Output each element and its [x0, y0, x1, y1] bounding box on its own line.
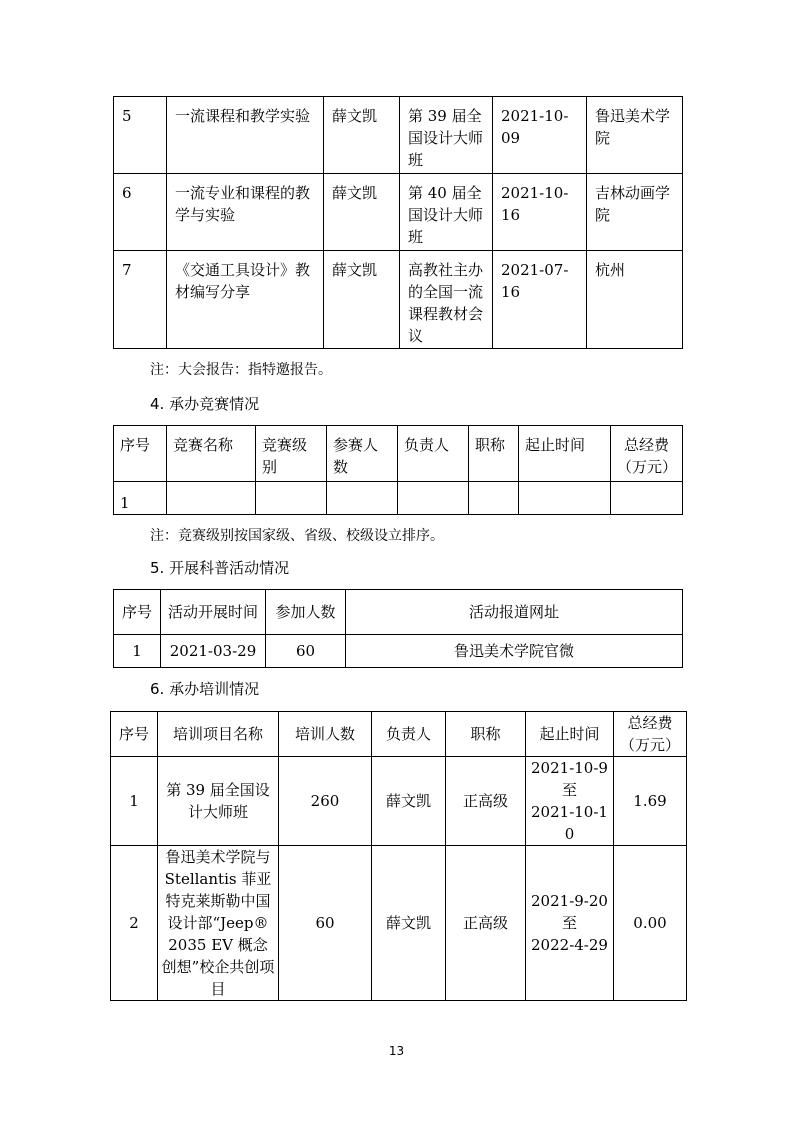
- cell-url: 鲁迅美术学院官微: [346, 635, 683, 668]
- report-note: 注：大会报告：指特邀报告。: [150, 362, 332, 378]
- section6-heading: 6. 承办培训情况: [150, 680, 260, 698]
- cell-date: 2021-10-09: [493, 97, 587, 174]
- cell-title: 《交通工具设计》教材编写分享: [167, 251, 324, 349]
- cell-event: 第 40 届全国设计大师班: [400, 174, 493, 251]
- cell: [398, 482, 469, 515]
- cell-no: 5: [114, 97, 167, 174]
- page-number: 13: [388, 1044, 405, 1058]
- table-header-row: [114, 426, 683, 482]
- activity-table: [113, 589, 683, 668]
- table-row: [114, 97, 683, 174]
- cell-no: 1: [111, 757, 158, 846]
- header-cell: 职称: [446, 712, 526, 757]
- cell-place: 杭州: [587, 251, 683, 349]
- cell-title: 正高级: [446, 846, 526, 1001]
- cell-count: 60: [266, 635, 346, 668]
- table-row: [114, 251, 683, 349]
- header-cell: 竞赛级别: [256, 426, 327, 482]
- cell: [327, 482, 398, 515]
- header-cell: 竞赛名称: [167, 426, 256, 482]
- report-table: [113, 96, 683, 349]
- cell: [519, 482, 611, 515]
- cell: [256, 482, 327, 515]
- cell-place: 鲁迅美术学院: [587, 97, 683, 174]
- cell-person: 薛文凯: [324, 97, 400, 174]
- table-row: [111, 757, 687, 846]
- cell-date: 2021-10-16: [493, 174, 587, 251]
- cell-title: 一流课程和教学实验: [167, 97, 324, 174]
- header-cell: 活动开展时间: [161, 590, 266, 635]
- header-cell: 负责人: [372, 712, 446, 757]
- period-end: 2021-10-10: [531, 803, 608, 843]
- cell-person: 薛文凯: [372, 846, 446, 1001]
- table-row: [114, 482, 683, 515]
- period-start: 2021-9-20: [531, 892, 608, 910]
- table-row: [111, 846, 687, 1001]
- cell-no: 1: [114, 635, 161, 668]
- cell: [469, 482, 519, 515]
- header-cell: 培训项目名称: [158, 712, 279, 757]
- training-table: [110, 711, 687, 1001]
- cell: [611, 482, 683, 515]
- header-cell: 总经费（万元）: [611, 426, 683, 482]
- section5-heading: 5. 开展科普活动情况: [150, 559, 290, 577]
- header-cell: 参赛人数: [327, 426, 398, 482]
- cell-fund: 0.00: [614, 846, 687, 1001]
- header-cell: 序号: [114, 590, 161, 635]
- cell-no: 6: [114, 174, 167, 251]
- period-start: 2021-10-9: [531, 759, 608, 777]
- header-cell: 参加人数: [266, 590, 346, 635]
- header-cell: 总经费（万元）: [614, 712, 687, 757]
- cell-fund: 1.69: [614, 757, 687, 846]
- table-row: [114, 174, 683, 251]
- cell-count: 60: [279, 846, 372, 1001]
- cell-event: 第 39 届全国设计大师班: [400, 97, 493, 174]
- cell-person: 薛文凯: [372, 757, 446, 846]
- cell-place: 吉林动画学院: [587, 174, 683, 251]
- header-cell: 负责人: [398, 426, 469, 482]
- cell-title: 正高级: [446, 757, 526, 846]
- competition-note: 注：竞赛级别按国家级、省级、校级设立排序。: [150, 528, 444, 544]
- period-to: 至: [561, 781, 577, 799]
- cell-name: 鲁迅美术学院与 Stellantis 菲亚特克莱斯勒中国设计部“Jeep® 2035 EV 概念创想”校企共创项目: [158, 846, 279, 1001]
- section4-heading: 4. 承办竞赛情况: [150, 395, 260, 413]
- cell-title: 一流专业和课程的教学与实验: [167, 174, 324, 251]
- header-cell: 起止时间: [519, 426, 611, 482]
- competition-table: [113, 425, 683, 515]
- header-cell: 职称: [469, 426, 519, 482]
- cell-period: [526, 757, 614, 846]
- period-end: 2022-4-29: [531, 936, 608, 954]
- table-header-row: [114, 590, 683, 635]
- header-cell: 起止时间: [526, 712, 614, 757]
- cell-period: [526, 846, 614, 1001]
- cell-date: 2021-07-16: [493, 251, 587, 349]
- header-cell: 培训人数: [279, 712, 372, 757]
- cell: [167, 482, 256, 515]
- cell-date: 2021-03-29: [161, 635, 266, 668]
- cell-person: 薛文凯: [324, 251, 400, 349]
- header-cell: 活动报道网址: [346, 590, 683, 635]
- cell-event: 高教社主办的全国一流课程教材会议: [400, 251, 493, 349]
- cell-count: 260: [279, 757, 372, 846]
- table-row: [114, 635, 683, 668]
- cell-no: 7: [114, 251, 167, 349]
- cell-no: 1: [114, 482, 167, 515]
- period-to: 至: [561, 914, 577, 932]
- cell-person: 薛文凯: [324, 174, 400, 251]
- header-cell: 序号: [111, 712, 158, 757]
- cell-name: 第 39 届全国设计大师班: [158, 757, 279, 846]
- header-cell: 序号: [114, 426, 167, 482]
- table-header-row: [111, 712, 687, 757]
- cell-no: 2: [111, 846, 158, 1001]
